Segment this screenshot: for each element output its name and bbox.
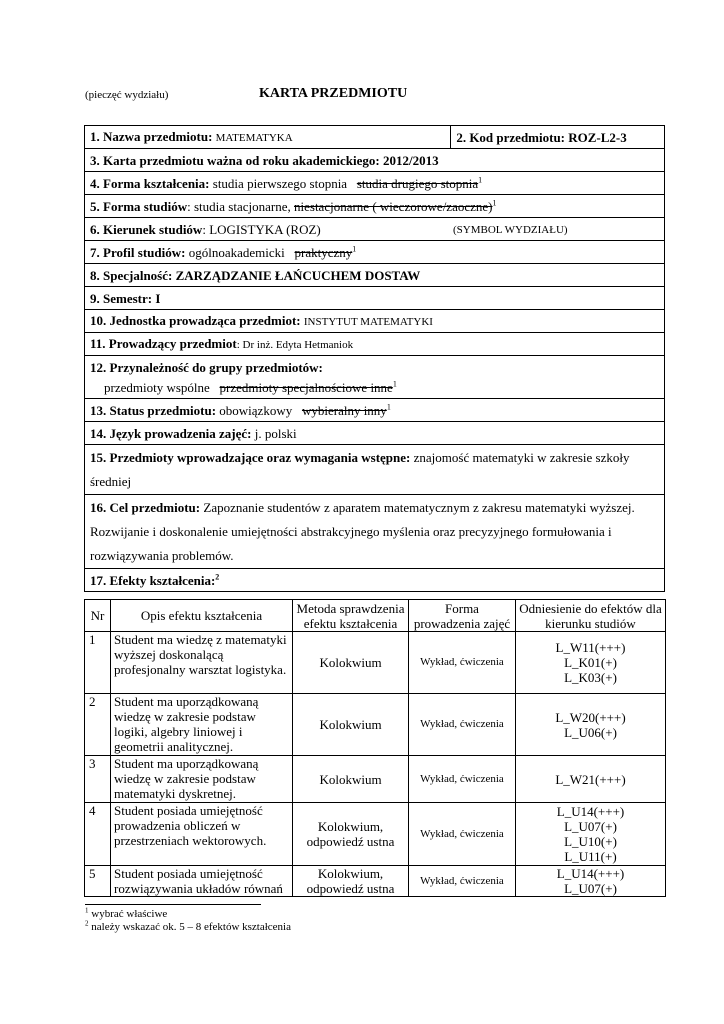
row-course-name xyxy=(85,126,665,149)
header-description: Opis efektu kształcenia xyxy=(111,600,293,632)
semester-label: 9. Semestr: I xyxy=(90,290,161,306)
outcome-description: Student ma uporządkowaną wiedzę w zakresie podstaw matematyki dyskretnej. xyxy=(111,756,293,803)
specialty-label: 8. Specjalność: xyxy=(90,267,173,283)
outcome-references xyxy=(516,756,666,803)
outcome-ref: L_U06(+) xyxy=(564,724,617,740)
row-specialty xyxy=(85,264,665,287)
outcome-nr: 2 xyxy=(85,694,111,756)
row-course-status xyxy=(85,399,665,422)
education-form-label: 4. Forma kształcenia: xyxy=(90,175,210,191)
lecturer-label: 11. Prowadzący przedmiot xyxy=(90,335,237,351)
table-row xyxy=(85,694,666,756)
specialty-value: ZARZĄDZANIE ŁAŃCUCHEM DOSTAW xyxy=(175,267,421,283)
course-goal-label: 16. Cel przedmiotu: xyxy=(90,500,201,515)
outcomes-header-row xyxy=(85,600,666,632)
outcome-references xyxy=(516,632,666,694)
footnote-text: należy wskazać ok. 5 – 8 efektów kształcenia xyxy=(91,921,291,933)
course-status-value: obowiązkowy xyxy=(219,402,293,418)
outcome-references xyxy=(516,803,666,866)
outcome-description: Student ma wiedzę z matematyki wyższej doskonalącą profesjonalny warsztat logistyka. xyxy=(111,632,293,694)
study-profile-struck: praktyczny xyxy=(294,244,353,260)
course-name-label: 1. Nazwa przedmiotu: xyxy=(90,128,213,144)
study-profile-label: 7. Profil studiów: xyxy=(90,244,186,260)
row-valid-year xyxy=(85,149,665,172)
education-form-value: studia pierwszego stopnia xyxy=(212,175,348,191)
course-code: 2. Kod przedmiotu: ROZ-L2-3 xyxy=(456,129,627,145)
field-of-study-label: 6. Kierunek studiów xyxy=(90,221,203,237)
education-form-struck: studia drugiego stopnia xyxy=(356,175,479,191)
footnote-mark: 2 xyxy=(85,919,89,928)
unit-label: 10. Jednostka prowadząca przedmiot: xyxy=(90,312,301,328)
outcome-references xyxy=(516,866,666,897)
study-form-struck: niestacjonarne ( wieczorowe/zaoczne) xyxy=(294,198,493,214)
course-info-table xyxy=(84,125,665,592)
row-education-form xyxy=(85,172,665,195)
document-title: KARTA PRZEDMIOTU xyxy=(259,86,408,101)
table-row xyxy=(85,632,666,694)
row-learning-outcomes xyxy=(85,569,665,592)
course-group-struck: przedmioty specjalnościowe inne xyxy=(219,379,393,395)
table-row xyxy=(85,866,666,897)
footnote-ref: 1 xyxy=(478,175,483,185)
study-form-value: : studia stacjonarne, xyxy=(187,198,291,214)
row-lecturer xyxy=(85,333,665,356)
footnote-ref: 1 xyxy=(492,198,497,208)
outcome-form: Wykład, ćwiczenia xyxy=(409,694,516,756)
footnote-2 xyxy=(85,921,291,933)
footnote-mark: 1 xyxy=(85,906,89,915)
outcome-ref: L_U10(+) xyxy=(564,834,617,849)
header-method: Metoda sprawdzenia efektu kształcenia xyxy=(293,600,409,632)
course-group-value: przedmioty wspólne xyxy=(104,379,210,395)
study-profile-value: ogólnoakademicki xyxy=(188,244,285,260)
course-status-label: 13. Status przedmiotu: xyxy=(90,402,217,418)
valid-year-label: 3. Karta przedmiotu ważna od roku akademickiego: 2012/2013 xyxy=(90,152,439,168)
outcome-form: Wykład, ćwiczenia xyxy=(409,866,516,897)
outcome-nr: 5 xyxy=(85,866,111,897)
outcome-ref: L_K03(+) xyxy=(564,670,617,685)
footnote-1 xyxy=(85,908,167,920)
row-field-of-study xyxy=(85,218,665,241)
field-of-study-value: : LOGISTYKA (ROZ) xyxy=(202,221,321,237)
footnote-ref: 1 xyxy=(392,379,397,389)
outcome-method: Kolokwium, odpowiedź ustna xyxy=(293,803,409,866)
row-prerequisites xyxy=(85,445,665,495)
header-form: Forma prowadzenia zajęć xyxy=(409,600,516,632)
faculty-symbol: (SYMBOL WYDZIAŁU) xyxy=(453,224,568,236)
table-row xyxy=(85,803,666,866)
row-course-goal xyxy=(85,495,665,569)
row-language xyxy=(85,422,665,445)
unit-value: INSTYTUT MATEMATYKI xyxy=(303,315,433,328)
faculty-stamp-label: (pieczęć wydziału) xyxy=(85,89,169,101)
row-unit xyxy=(85,310,665,333)
outcome-ref: L_W21(+++) xyxy=(555,771,626,787)
footnote-ref: 2 xyxy=(215,572,220,582)
outcome-method: Kolokwium xyxy=(293,694,409,756)
row-semester xyxy=(85,287,665,310)
footnote-ref: 1 xyxy=(386,402,391,412)
course-status-struck: wybieralny inny xyxy=(301,402,387,418)
outcome-description: Student posiada umiejętność rozwiązywania układów równań xyxy=(111,866,293,897)
outcome-nr: 1 xyxy=(85,632,111,694)
study-form-label: 5. Forma studiów xyxy=(90,198,188,214)
footnote-text: wybrać właściwe xyxy=(91,908,168,920)
footnote-divider xyxy=(85,904,261,905)
outcome-ref: L_U07(+) xyxy=(564,819,617,834)
course-goal-value: Zapoznanie studentów z aparatem matematycznym z zakresu matematyki wyższej. Rozwijanie i doskonalenie umiejętności abstrakcyjnego myślenia oraz precyzyjnego formułowania i rozwiązywania problemów. xyxy=(90,500,635,563)
table-row xyxy=(85,756,666,803)
outcome-ref: L_W11(+++) xyxy=(555,640,626,655)
row-study-form xyxy=(85,195,665,218)
lecturer-value: : Dr inż. Edyta Hetmaniok xyxy=(236,338,354,351)
outcome-nr: 4 xyxy=(85,803,111,866)
outcome-ref: L_U14(+++) xyxy=(556,866,625,881)
outcome-ref: L_U07(+) xyxy=(564,881,617,896)
outcome-form: Wykład, ćwiczenia xyxy=(409,756,516,803)
outcome-ref: L_K01(+) xyxy=(564,655,617,670)
outcome-form: Wykład, ćwiczenia xyxy=(409,803,516,866)
outcome-description: Student posiada umiejętność prowadzenia obliczeń w przestrzeniach wektorowych. xyxy=(111,803,293,866)
course-group-label: 12. Przynależność do grupy przedmiotów: xyxy=(90,359,323,375)
outcome-form: Wykład, ćwiczenia xyxy=(409,632,516,694)
footnote-ref: 1 xyxy=(352,244,357,254)
outcome-ref: L_U11(+) xyxy=(564,849,617,864)
prerequisites-label: 15. Przedmioty wprowadzające oraz wymagania wstępne: xyxy=(90,450,411,465)
header-reference: Odniesienie do efektów dla kierunku studiów xyxy=(516,600,666,632)
outcome-nr: 3 xyxy=(85,756,111,803)
outcome-description: Student ma uporządkowaną wiedzę w zakresie podstaw logiki, algebry liniowej i geometrii analitycznej. xyxy=(111,694,293,756)
row-course-group xyxy=(85,356,665,399)
language-value: j. polski xyxy=(254,425,297,441)
outcome-ref: L_U14(+++) xyxy=(556,804,625,819)
outcome-method: Kolokwium, odpowiedź ustna xyxy=(293,866,409,897)
course-name-value: MATEMATYKA xyxy=(215,131,293,144)
prerequisites-value: znajomość matematyki w zakresie szkoły średniej xyxy=(90,450,630,489)
outcome-method: Kolokwium xyxy=(293,632,409,694)
row-study-profile xyxy=(85,241,665,264)
header-nr: Nr xyxy=(85,600,111,632)
outcome-method: Kolokwium xyxy=(293,756,409,803)
language-label: 14. Język prowadzenia zajęć: xyxy=(90,425,252,441)
outcome-references xyxy=(516,694,666,756)
learning-outcomes-table xyxy=(84,599,666,897)
outcome-ref: L_W20(+++) xyxy=(555,709,626,725)
learning-outcomes-label: 17. Efekty kształcenia: xyxy=(90,572,216,588)
